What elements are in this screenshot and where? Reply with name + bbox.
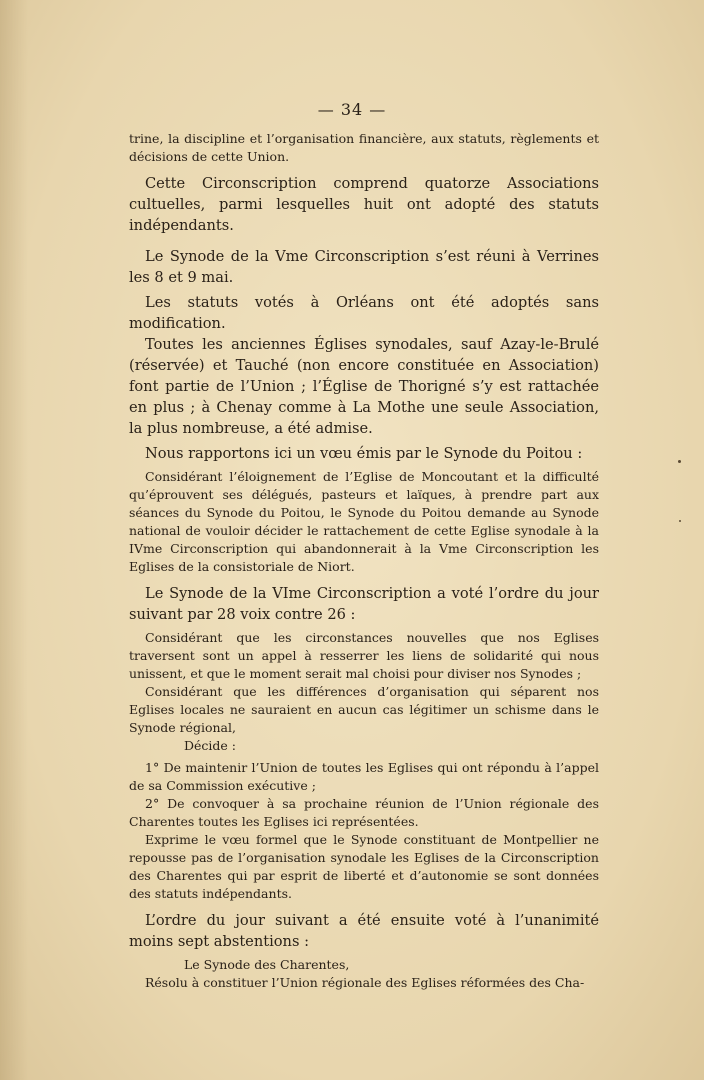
paper-speck: [679, 520, 681, 522]
page-number: — 34 —: [317, 100, 387, 119]
paragraph-associations: Cette Circonscription comprend quatorze Associations cultuelles, parmi lesquelles huit ont adopté des statuts indépendants.: [129, 175, 599, 234]
paragraph-synode-v: Le Synode de la Vme Circonscription s’est réuni à Verrines les 8 et 9 mai.: [129, 248, 599, 286]
body-text: [129, 130, 599, 992]
paragraph-ordre-du-jour: L’ordre du jour suivant a été ensuite voté à l’unanimité moins sept abstentions :: [129, 912, 599, 950]
paragraph-item-2: 2° De convoquer à sa prochaine réunion de l’Union régionale des Charentes toutes les Eglises ici représentées.: [129, 796, 599, 829]
paragraph-resolu: Résolu à constituer l’Union régionale des Eglises réformées des Cha-: [145, 975, 585, 990]
paragraph-item-1: 1° De maintenir l’Union de toutes les Eglises qui ont répondu à l’appel de sa Commission exécutive ;: [129, 760, 599, 793]
paragraph-synode-vi: Le Synode de la VIme Circonscription a voté l’ordre du jour suivant par 28 voix contre 26 :: [129, 585, 599, 623]
paragraph-decide: Décide :: [184, 738, 237, 753]
paragraph-anciennes-eglises: Toutes les anciennes Églises synodales, sauf Azay-le-Brulé (réservée) et Tauché (non encore constituée en Association) font partie de l’Union ; l’Église de Thorigné s’y est rattachée en plus ; à Chenay comme à La Mothe une seule Association, la plus nombreuse, a été admise.: [129, 336, 599, 437]
paragraph-considerant-circonstances: Considérant que les circonstances nouvelles que nos Eglises traversent sont un appel à resserrer les liens de solidarité qui nous unissent, et que le moment serait mal choisi pour diviser nos Synodes ;: [129, 630, 599, 681]
paragraph-continuation: trine, la discipline et l’organisation financière, aux statuts, règlements et décisions de cette Union.: [129, 131, 599, 164]
paragraph-exprime-voeu: Exprime le vœu formel que le Synode constituant de Montpellier ne repousse pas de l’organisation synodale les Eglises de la Circonscription des Charentes qui par esprit de liberté et d’autonomie se sont données des statuts indépendants.: [129, 832, 599, 901]
paragraph-considerant-differences: Considérant que les différences d’organisation qui séparent nos Eglises locales ne sauraient en aucun cas légitimer un schisme dans le Synode régional,: [129, 684, 599, 735]
paper-speck: [678, 460, 681, 463]
paragraph-statuts: Les statuts votés à Orléans ont été adoptés sans modification.: [129, 294, 599, 332]
paragraph-voeu-intro: Nous rapportons ici un vœu émis par le Synode du Poitou :: [145, 445, 583, 462]
paragraph-synode-charentes: Le Synode des Charentes,: [184, 957, 350, 972]
paragraph-considerant-moncoutant: Considérant l’éloignement de l’Eglise de Moncoutant et la difficulté qu’éprouvent ses délégués, pasteurs et laïques, à prendre part aux séances du Synode du Poitou, le Synode du Poitou demande au Synode national de vouloir décider le rattachement de cette Eglise synodale à la IVme Circonscription qui abandonnerait à la Vme Circonscription les Eglises de la consistoriale de Niort.: [129, 469, 599, 574]
